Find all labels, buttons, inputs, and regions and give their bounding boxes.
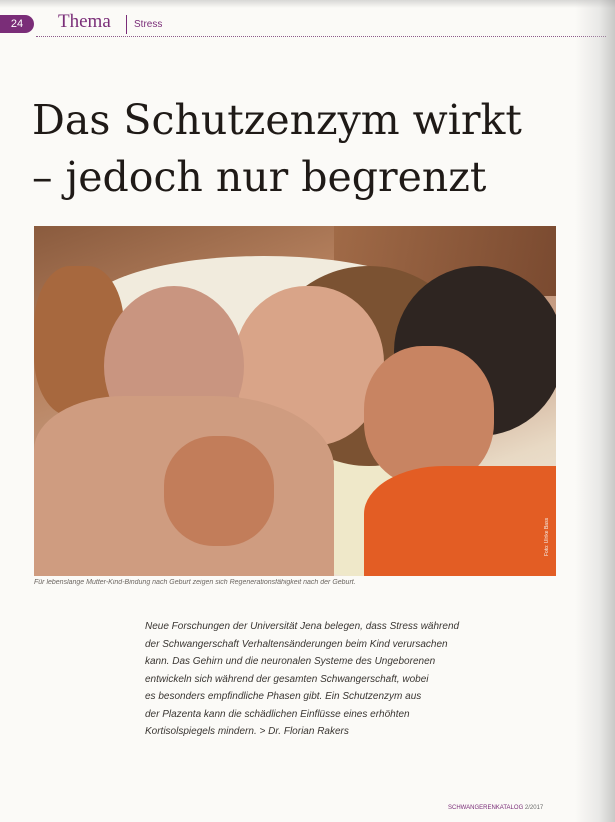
headline-line-2: – jedoch nur begrenzt	[32, 153, 487, 201]
article-intro	[145, 618, 475, 741]
intro-line: es besonders empfindliche Phasen gibt. Ein Schutzenzym aus	[145, 691, 422, 702]
photo-father-shirt	[364, 466, 556, 576]
photo-father-face	[364, 346, 494, 486]
section-subtitle: Stress	[134, 19, 163, 30]
intro-line: entwickeln sich während der gesamten Schwangerschaft, wobei	[145, 673, 429, 685]
intro-line: der Plazenta kann die schädlichen Einflüsse eines erhöhten	[145, 708, 410, 720]
intro-line: kann. Das Gehirn und die neuronalen Systeme des Ungeborenen	[145, 656, 436, 667]
page-header	[0, 12, 615, 38]
page-edge-shadow-top	[0, 0, 615, 8]
intro-line: Neue Forschungen der Universität Jena belegen, dass Stress während	[145, 621, 460, 632]
page-edge-shadow-right	[575, 0, 615, 822]
header-dotted-rule	[36, 36, 606, 37]
article-headline	[32, 92, 592, 206]
footer-magazine-name: SCHWANGERENKATALOG	[448, 805, 524, 811]
section-divider	[126, 15, 127, 34]
article-photo	[34, 226, 556, 576]
page-number-badge: 24	[0, 15, 34, 33]
photo-credit: Foto: Ulrike Bass	[544, 517, 550, 556]
photo-caption: Für lebenslange Mutter-Kind-Bindung nach Geburt zeigen sich Regenerationsfähigkeit nach der Geburt.	[34, 579, 356, 586]
headline-line-1: Das Schutzenzym wirkt	[32, 96, 522, 144]
footer-issue: 2/2017	[524, 805, 544, 811]
photo-hand	[164, 436, 274, 546]
intro-line: Kortisolspiegels mindern. > Dr. Florian Rakers	[145, 726, 349, 737]
section-title: Thema	[58, 11, 111, 32]
page-footer	[448, 805, 543, 811]
intro-line: der Schwangerschaft Verhaltensänderungen beim Kind verursachen	[145, 638, 448, 650]
